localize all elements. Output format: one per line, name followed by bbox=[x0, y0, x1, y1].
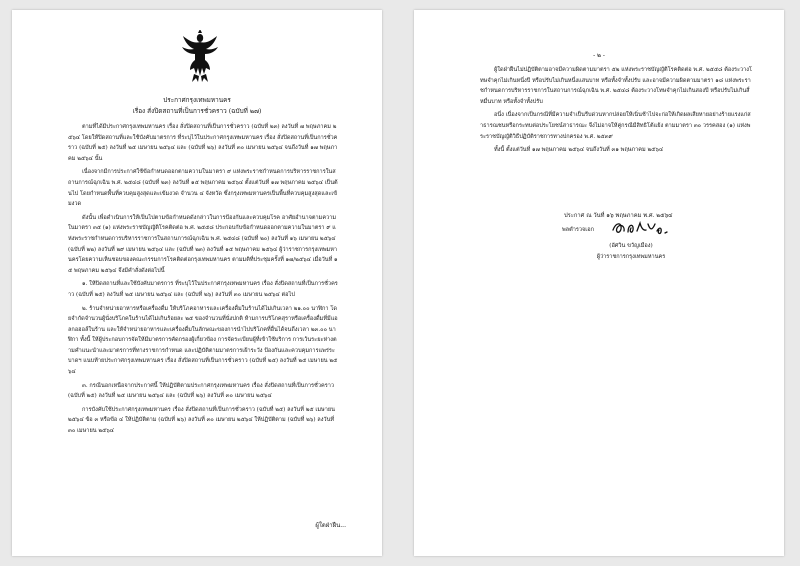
paragraph: ผู้ใดฝ่าฝืนไม่ปฏิบัติตามอาจมีความผิดตามมาตรา ๕๒ แห่งพระราชบัญญัติโรคติดต่อ พ.ศ. ๒๕๕๘ ต้องระวางโทษจำคุกไม่เกินหนึ่งปี หรือปรับไม่เกินหนึ่งแสนบาท หรือทั้งจำทั้งปรับ และอาจมีความผิดตามมาตรา ๑๘ แห่งพระราชกำหนดการบริหารราชการในสถานการณ์ฉุกเฉิน พ.ศ. ๒๕๔๘ ต้องระวางโทษจำคุกไม่เกินสองปี หรือปรับไม่เกินสี่หมื่นบาท หรือทั้งจำทั้งปรับ bbox=[480, 67, 752, 105]
paragraph: อนึ่ง เนื่องจากเป็นกรณีที่มีความจำเป็นรีบด่วนหากปล่อยให้เนิ่นช้าไปจะก่อให้เกิดผลเสียหายอย่างร้ายแรงแก่สาธารณชนหรือกระทบต่อประโยชน์สาธารณะ จึงไม่อาจให้คู่กรณีมีสิทธิโต้แย้ง ตามมาตรา ๓๐ วรรคสอง (๑) แห่งพระราชบัญญัติวิธีปฏิบัติราชการทางปกครอง พ.ศ. ๒๕๓๙ bbox=[480, 112, 751, 140]
paragraph: ๓. กรณีนอกเหนือจากประกาศนี้ ให้ปฏิบัติตามประกาศกรุงเทพมหานคร เรื่อง สั่งปิดสถานที่เป็นการชั่วคราว (ฉบับที่ ๒๕) ลงวันที่ ๒๕ เมษายน ๒๕๖๔ และ (ฉบับที่ ๒๖) ลงวันที่ ๓๐ เมษายน ๒๕๖๔ bbox=[68, 382, 334, 400]
continuation-marker: ผู้ใดฝ่าฝืน... bbox=[315, 522, 346, 529]
document-subject: เรื่อง สั่งปิดสถานที่เป็นการชั่วคราว (ฉบับที่ ๒๗) bbox=[132, 107, 262, 115]
signature-icon bbox=[610, 218, 674, 238]
paragraph: ทั้งนี้ ตั้งแต่วันที่ ๑๗ พฤษภาคม ๒๕๖๔ จนถึงวันที่ ๓๑ พฤษภาคม ๒๕๖๔ bbox=[494, 147, 664, 154]
signer-position: ผู้ว่าราชการกรุงเทพมหานคร bbox=[596, 254, 666, 260]
document-page-2 bbox=[414, 10, 784, 556]
paragraph: เนื่องจากมีการประกาศใช้ข้อกำหนดออกตามความในมาตรา ๙ แห่งพระราชกำหนดการบริหารราชการในสถานการณ์ฉุกเฉิน พ.ศ. ๒๕๔๘ (ฉบับที่ ๒๓) ลงวันที่ ๑๕ พฤษภาคม ๒๕๖๔ ตั้งแต่วันที่ ๑๗ พฤษภาคม ๒๕๖๔ เป็นต้นไป โดยกำหนดพื้นที่ควบคุมสูงสุดและเข้มงวด จำนวน ๔ จังหวัด ซึ่งกรุงเทพมหานครเป็นพื้นที่ควบคุมสูงสุดและเข้มงวด bbox=[68, 169, 338, 208]
document-body bbox=[480, 65, 752, 159]
paragraph: ดังนั้น เพื่อดำเนินการให้เป็นไปตามข้อกำหนดดังกล่าวในการป้องกันและควบคุมโรค อาศัยอำนาจตามความในมาตรา ๓๕ (๑) แห่งพระราชบัญญัติโรคติดต่อ พ.ศ. ๒๕๕๘ ประกอบกับข้อกำหนดออกตามความในมาตรา ๙ แห่งพระราชกำหนดการบริหารราชการในสถานการณ์ฉุกเฉิน พ.ศ. ๒๕๔๘ (ฉบับที่ ๒๐) ลงวันที่ ๑๖ เมษายน ๒๕๖๔ (ฉบับที่ ๒๒) ลงวันที่ ๒๙ เมษายน ๒๕๖๔ และ (ฉบับที่ ๒๓) ลงวันที่ ๑๕ พฤษภาคม ๒๕๖๔ ผู้ว่าราชการกรุงเทพมหานครโดยความเห็นชอบของคณะกรรมการโรคติดต่อกรุงเทพมหานคร ตามมติที่ประชุมครั้งที่ ๑๗/๒๕๖๔ เมื่อวันที่ ๑๕ พฤษภาคม ๒๕๖๔ จึงมีคำสั่งดังต่อไปนี้ bbox=[68, 214, 338, 274]
garuda-emblem-icon bbox=[180, 30, 220, 84]
paragraph: ตามที่ได้มีประกาศกรุงเทพมหานคร เรื่อง สั่งปิดสถานที่เป็นการชั่วคราว (ฉบับที่ ๒๓) ลงวันที่ ๗ พฤษภาคม ๒๕๖๔ โดยให้ปิดสถานที่และใช้บังคับมาตรการ ที่ระบุไว้ในประกาศกรุงเทพมหานคร เรื่อง สั่งปิดสถานที่เป็นการชั่วคราว (ฉบับที่ ๒๕) ลงวันที่ ๒๕ เมษายน ๒๕๖๔ และ (ฉบับที่ ๒๖) ลงวันที่ ๓๐ เมษายน ๒๕๖๔ จนถึงวันที่ ๑๗ พฤษภาคม ๒๕๖๔ นั้น bbox=[68, 124, 338, 162]
page-number: - ๒ - bbox=[593, 52, 605, 59]
document-page-1 bbox=[12, 10, 382, 556]
issue-date: ประกาศ ณ วันที่ ๑๖ พฤษภาคม พ.ศ. ๒๕๖๔ bbox=[564, 213, 673, 219]
signer-rank: พลตำรวจเอก bbox=[562, 227, 594, 233]
paragraph: ๒. ร้านจำหน่ายอาหารหรือเครื่องดื่ม ให้บริโภคอาหารและเครื่องดื่มในร้านได้ไม่เกินเวลา ๒๑.๐๐ นาฬิกา โดยจำกัดจำนวนผู้นั่งบริโภคในร้านได้ไม่เกินร้อยละ ๒๕ ของจำนวนที่นั่งปกติ ห้ามการบริโภคสุราหรือเครื่องดื่มที่มีแอลกอฮอล์ในร้าน และให้จำหน่ายอาหารและเครื่องดื่มในลักษณะของการนำไปบริโภคที่อื่นได้จนถึงเวลา ๒๓.๐๐ นาฬิกา ทั้งนี้ ให้ผู้ประกอบการจัดให้มีมาตรการคัดกรองผู้เกี่ยวข้อง การจัดระเบียบผู้ที่เข้าใช้บริการ การเว้นระยะห่างตามคำแนะนำและมาตรการที่ทางราชการกำหนด และปฏิบัติตามมาตรการเฝ้าระวัง ป้องกันและควบคุมการแพร่ระบาดฯ แนบท้ายประกาศกรุงเทพมหานคร เรื่อง สั่งปิดสถานที่เป็นการชั่วคราว (ฉบับที่ ๒๕) ลงวันที่ ๒๕ เมษายน ๒๕๖๔ bbox=[68, 305, 338, 376]
signer-name: (อัศวิน ขวัญเมือง) bbox=[609, 243, 653, 249]
document-org-title: ประกาศกรุงเทพมหานคร bbox=[163, 96, 231, 104]
paragraph: การบังคับใช้ประกาศกรุงเทพมหานคร เรื่อง สั่งปิดสถานที่เป็นการชั่วคราว (ฉบับที่ ๒๕) ลงวันที่ ๒๕ เมษายน ๒๕๖๔ ข้อ ๓ หรือข้อ ๔ ให้ปฏิบัติตาม (ฉบับที่ ๒๖) ลงวันที่ ๓๐ เมษายน ๒๕๖๔ ให้ปฏิบัติตาม (ฉบับที่ ๒๖) ลงวันที่ ๓๐ เมษายน ๒๕๖๔ bbox=[68, 406, 335, 435]
document-body bbox=[68, 122, 338, 440]
paragraph: ๑. ให้ปิดสถานที่และใช้บังคับมาตรการ ที่ระบุไว้ในประกาศกรุงเทพมหานคร เรื่อง สั่งปิดสถานที่เป็นการชั่วคราว (ฉบับที่ ๒๕) ลงวันที่ ๒๕ เมษายน ๒๕๖๔ และ (ฉบับที่ ๒๖) ลงวันที่ ๓๐ เมษายน ๒๕๖๔ ต่อไป bbox=[68, 281, 338, 298]
